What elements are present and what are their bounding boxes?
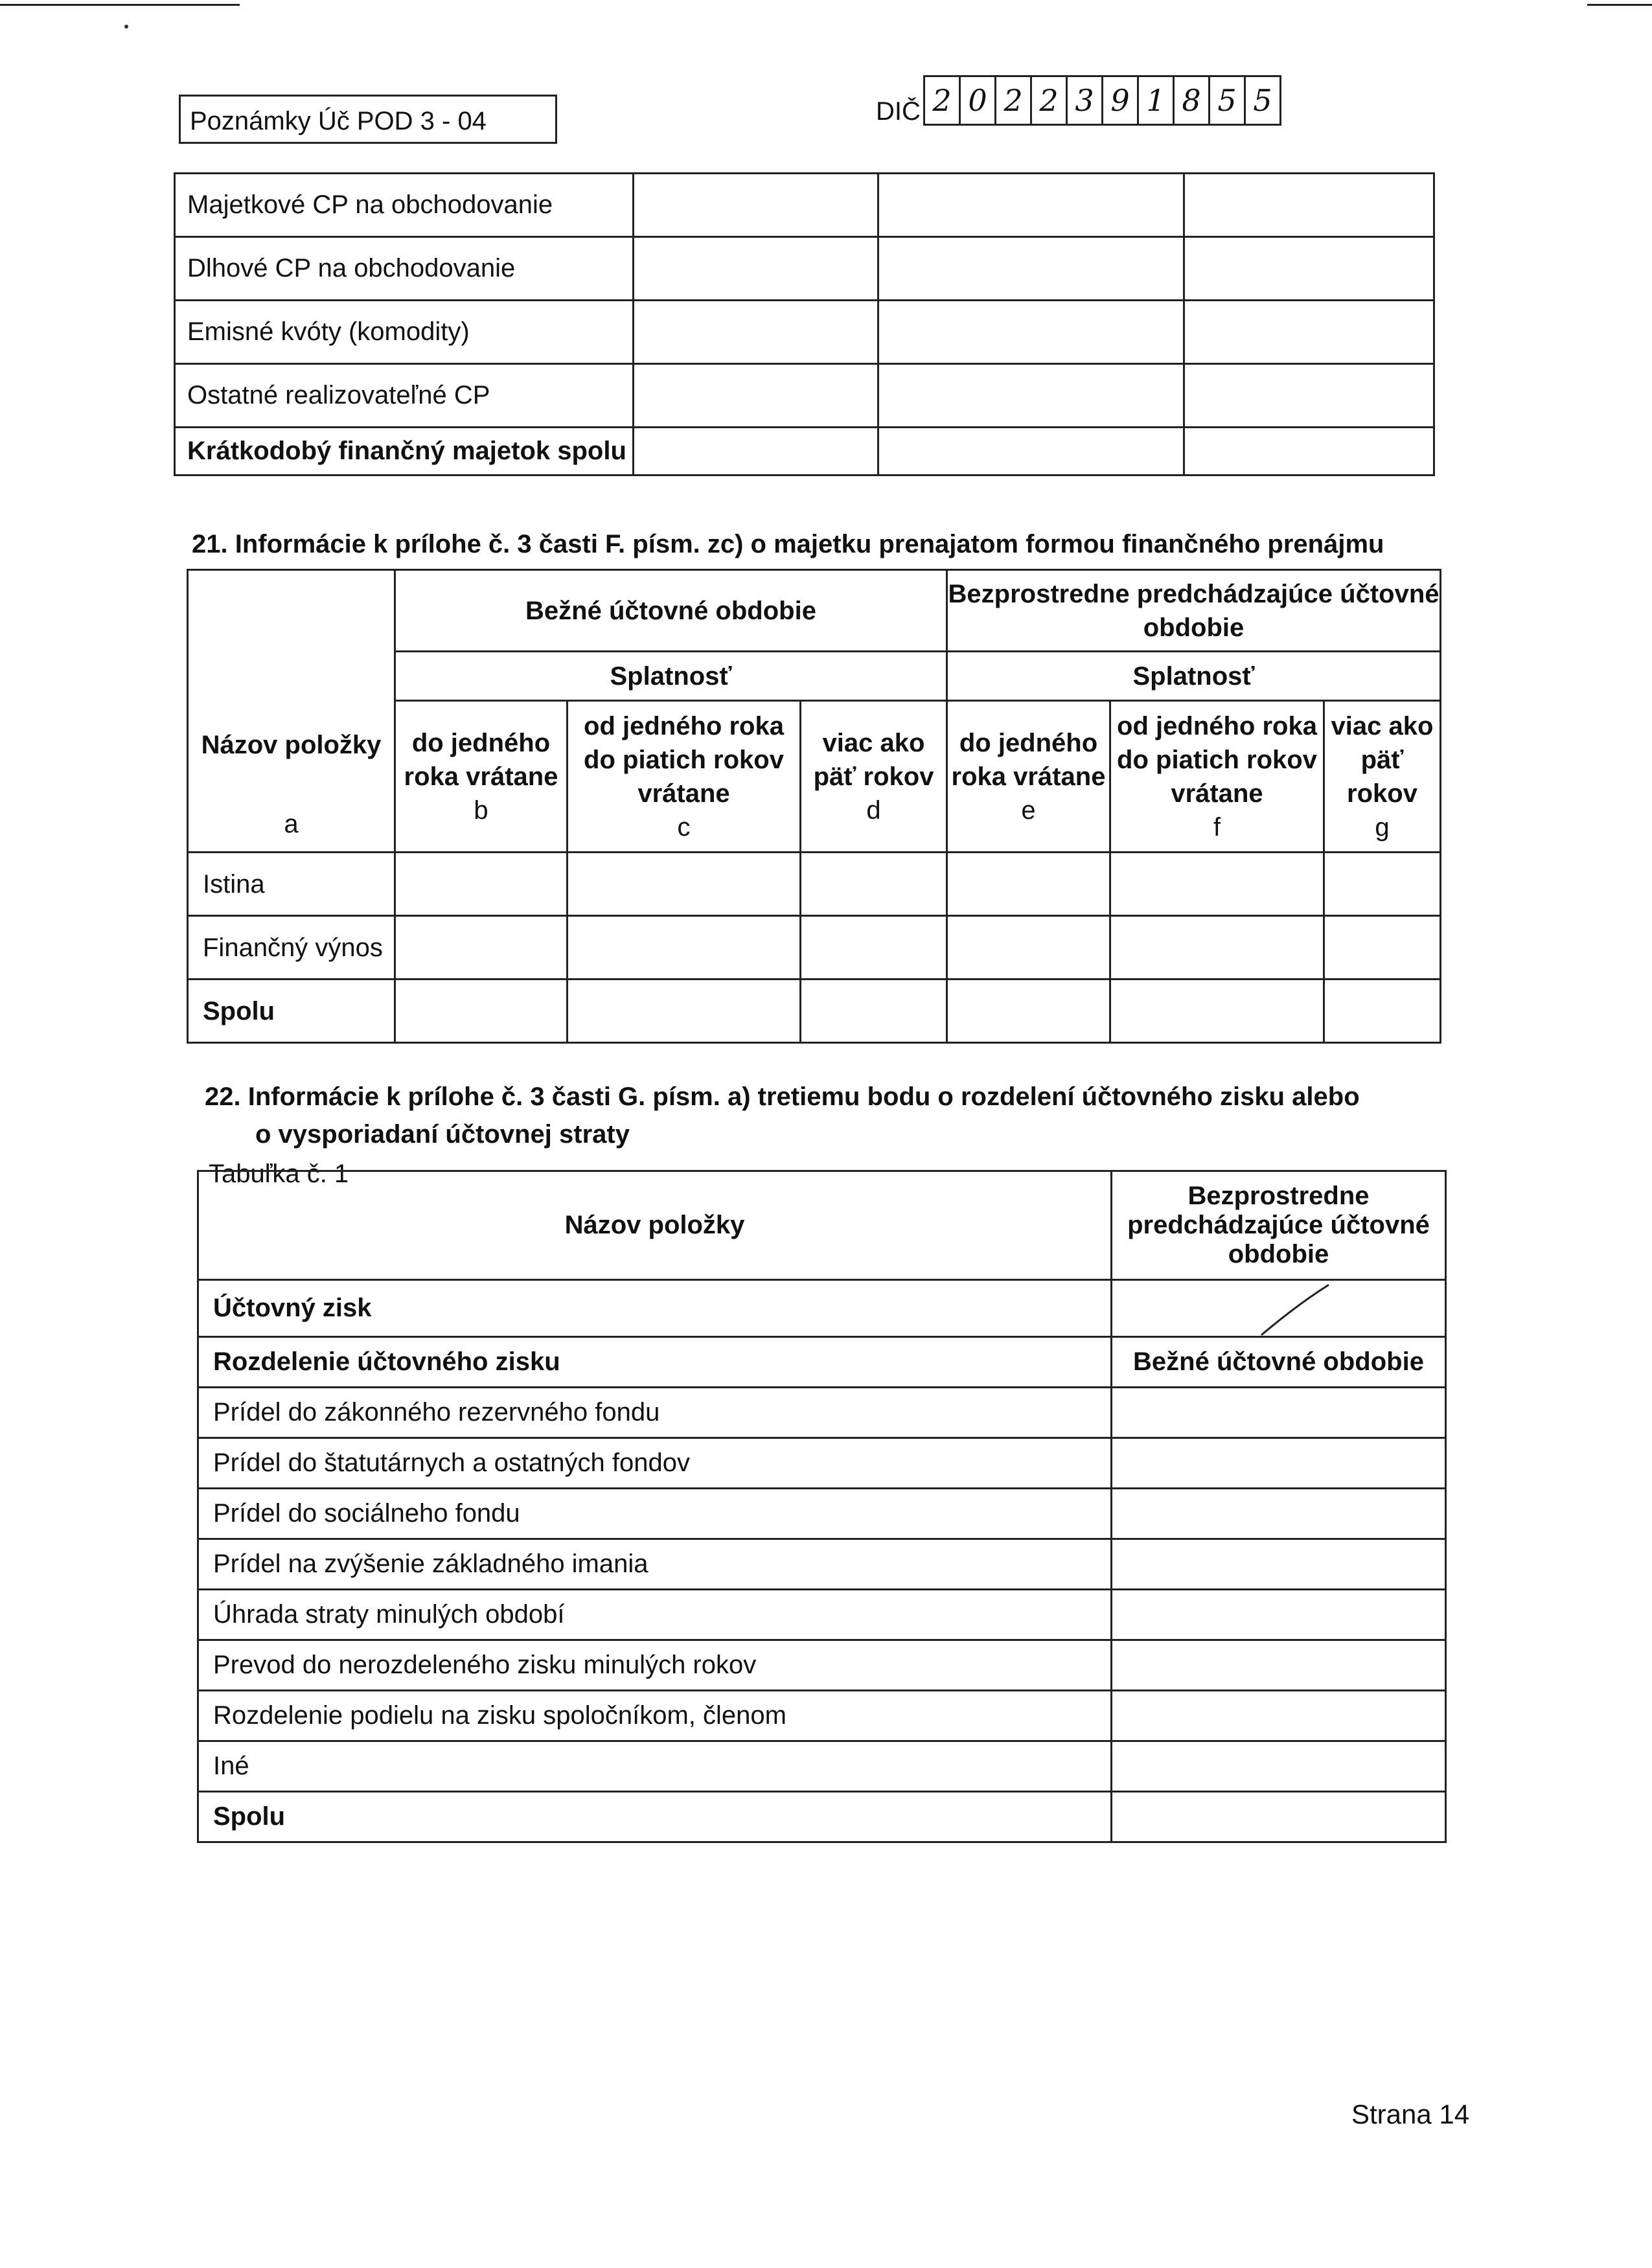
current-period-header: Bežné účtovné obdobie xyxy=(395,570,947,652)
sub-col-header xyxy=(801,701,947,853)
value-cell[interactable] xyxy=(568,979,801,1043)
table-row xyxy=(198,1438,1446,1489)
col-name-header: Názov položky xyxy=(198,1171,1112,1280)
previous-period-header: Bezprostredne predchádzajúce účtovné obdobie xyxy=(1112,1171,1446,1280)
value-cell[interactable] xyxy=(1112,1640,1446,1691)
current-period-header: Bežné účtovné obdobie xyxy=(1112,1337,1446,1388)
row-label: Istina xyxy=(188,853,395,916)
row-label: Rozdelenie účtovného zisku xyxy=(198,1337,1112,1388)
table-row xyxy=(198,1590,1446,1640)
col-letter: e xyxy=(1021,796,1036,825)
value-cell[interactable] xyxy=(1184,237,1434,301)
row-label: Iné xyxy=(198,1741,1112,1792)
sub-col-label: do jedného roka vrátane xyxy=(404,728,558,791)
dic-digit-box[interactable]: 8 xyxy=(1173,75,1210,126)
profit-distribution-table xyxy=(197,1170,1447,1843)
value-cell[interactable] xyxy=(1112,1388,1446,1438)
value-cell[interactable] xyxy=(1184,428,1434,475)
value-cell[interactable] xyxy=(568,853,801,916)
row-label: Spolu xyxy=(198,1792,1112,1842)
top-rule-right xyxy=(1587,4,1652,6)
value-cell[interactable] xyxy=(878,364,1184,428)
scan-speck xyxy=(124,25,128,29)
value-cell[interactable] xyxy=(1110,979,1324,1043)
value-cell[interactable] xyxy=(801,916,947,979)
col-letter: d xyxy=(866,796,881,825)
col-letter: f xyxy=(1213,812,1221,842)
row-label: Prevod do nerozdeleného zisku minulých rokov xyxy=(198,1640,1112,1691)
table-row xyxy=(198,1691,1446,1741)
value-cell[interactable] xyxy=(395,916,568,979)
value-cell[interactable] xyxy=(1324,916,1441,979)
value-cell[interactable] xyxy=(634,428,878,475)
sub-col-label: od jedného roka do piatich rokov vrátane xyxy=(1117,711,1317,808)
dic-digit-box[interactable]: 2 xyxy=(994,75,1032,126)
value-cell[interactable] xyxy=(1112,1539,1446,1590)
financial-assets-table xyxy=(174,172,1435,476)
col-letter: g xyxy=(1375,812,1390,842)
value-cell[interactable] xyxy=(1110,916,1324,979)
table-row xyxy=(175,237,1434,301)
row-label: Prídel do zákonného rezervného fondu xyxy=(198,1388,1112,1438)
value-cell[interactable] xyxy=(1112,1691,1446,1741)
dic-digit-box[interactable]: 3 xyxy=(1066,75,1103,126)
row-label: Prídel do sociálneho fondu xyxy=(198,1489,1112,1539)
section-22-heading xyxy=(205,1078,1442,1153)
value-cell[interactable] xyxy=(1110,853,1324,916)
value-cell[interactable] xyxy=(634,364,878,428)
top-rule-left xyxy=(0,4,240,6)
dic-digit-box[interactable]: 9 xyxy=(1101,75,1139,126)
sub-col-label: viac ako päť rokov xyxy=(813,728,934,791)
value-cell[interactable] xyxy=(395,853,568,916)
row-label: Krátkodobý finančný majetok spolu xyxy=(175,428,634,475)
value-cell[interactable] xyxy=(801,979,947,1043)
value-cell[interactable] xyxy=(395,979,568,1043)
value-cell[interactable] xyxy=(878,428,1184,475)
value-cell[interactable] xyxy=(1184,364,1434,428)
dic-digit-box[interactable]: 2 xyxy=(923,75,961,126)
dic-digit-box[interactable]: 0 xyxy=(959,75,996,126)
sub-col-header xyxy=(947,701,1110,853)
row-label: Prídel do štatutárnych a ostatných fondov xyxy=(198,1438,1112,1489)
row-label: Majetkové CP na obchodovanie xyxy=(175,174,634,237)
sub-col-header xyxy=(1110,701,1324,853)
table-row xyxy=(198,1741,1446,1792)
dic-boxes xyxy=(925,75,1281,126)
sub-col-header xyxy=(395,701,568,853)
table-row xyxy=(198,1640,1446,1691)
value-cell[interactable] xyxy=(878,237,1184,301)
value-cell[interactable] xyxy=(947,916,1110,979)
value-cell[interactable] xyxy=(568,916,801,979)
table-row-total xyxy=(198,1792,1446,1842)
value-cell[interactable] xyxy=(634,237,878,301)
value-cell[interactable] xyxy=(1112,1792,1446,1842)
table-row xyxy=(175,174,1434,237)
form-id: Poznámky Úč POD 3 - 04 xyxy=(190,107,487,135)
col-name-header xyxy=(188,570,395,853)
form-id-box xyxy=(179,95,557,144)
section-21-heading: 21. Informácie k prílohe č. 3 časti F. písm. zc) o majetku prenajatom formou finančného prenájmu xyxy=(192,530,1384,558)
row-label: Rozdelenie podielu na zisku spoločníkom, členom xyxy=(198,1691,1112,1741)
value-cell[interactable] xyxy=(1324,979,1441,1043)
col-name-label: Názov položky xyxy=(201,731,382,759)
value-cell[interactable] xyxy=(634,174,878,237)
sub-col-label: od jedného roka do piatich rokov vrátane xyxy=(584,711,784,808)
handwritten-slash-mark xyxy=(1257,1281,1335,1340)
table-row xyxy=(175,301,1434,364)
row-label: Ostatné realizovateľné CP xyxy=(175,364,634,428)
row-label: Emisné kvóty (komodity) xyxy=(175,301,634,364)
sub-col-label: viac ako päť rokov xyxy=(1331,711,1434,808)
dic-digit-box[interactable]: 1 xyxy=(1137,75,1175,126)
section-22-heading-line2: o vysporiadaní účtovnej straty xyxy=(255,1120,630,1149)
sub-col-header xyxy=(568,701,801,853)
value-cell[interactable] xyxy=(878,174,1184,237)
section-22-heading-line1: 22. Informácie k prílohe č. 3 časti G. písm. a) tretiemu bodu o rozdelení účtovného zisku alebo xyxy=(205,1082,1360,1111)
table-label: Tabuľka č. 1 xyxy=(209,1160,349,1188)
table-row xyxy=(198,1388,1446,1438)
header-row xyxy=(188,570,1441,652)
finance-lease-table xyxy=(187,569,1441,1044)
dic-digit-box[interactable]: 2 xyxy=(1030,75,1068,126)
value-cell[interactable] xyxy=(1112,1590,1446,1640)
table-row xyxy=(198,1489,1446,1539)
table-row xyxy=(188,853,1441,916)
value-cell[interactable] xyxy=(947,853,1110,916)
previous-period-header: Bezprostredne predchádzajúce účtovné obdobie xyxy=(947,570,1441,652)
dic-label: DIČ xyxy=(876,97,921,126)
dic-digit-box[interactable]: 5 xyxy=(1244,75,1281,126)
row-label: Úhrada straty minulých období xyxy=(198,1590,1112,1640)
maturity-header: Splatnosť xyxy=(947,652,1441,701)
value-cell[interactable] xyxy=(634,301,878,364)
value-cell[interactable] xyxy=(1184,174,1434,237)
table-row xyxy=(198,1539,1446,1590)
row-label: Spolu xyxy=(188,979,395,1043)
col-letter: b xyxy=(474,796,488,825)
value-cell[interactable] xyxy=(1184,301,1434,364)
col-letter: a xyxy=(284,810,299,838)
row-label: Dlhové CP na obchodovanie xyxy=(175,237,634,301)
table-row xyxy=(175,364,1434,428)
row-label: Účtovný zisk xyxy=(198,1280,1112,1337)
value-cell[interactable] xyxy=(1112,1489,1446,1539)
header-row xyxy=(198,1171,1446,1280)
sub-col-label: do jedného roka vrátane xyxy=(951,728,1106,791)
value-cell[interactable] xyxy=(1112,1741,1446,1792)
table-row xyxy=(188,916,1441,979)
dic-digit-box[interactable]: 5 xyxy=(1208,75,1246,126)
maturity-header: Splatnosť xyxy=(395,652,947,701)
row-label: Finančný výnos xyxy=(188,916,395,979)
value-cell[interactable] xyxy=(878,301,1184,364)
row-label: Prídel na zvýšenie základného imania xyxy=(198,1539,1112,1590)
value-cell[interactable] xyxy=(801,853,947,916)
value-cell[interactable] xyxy=(1112,1438,1446,1489)
table-row xyxy=(198,1337,1446,1388)
table-row-total xyxy=(188,979,1441,1043)
table-row-total xyxy=(175,428,1434,475)
value-cell[interactable] xyxy=(947,979,1110,1043)
value-cell[interactable] xyxy=(1324,853,1441,916)
col-letter: c xyxy=(677,812,691,842)
sub-col-header xyxy=(1324,701,1441,853)
page-number: Strana 14 xyxy=(1351,2099,1470,2129)
